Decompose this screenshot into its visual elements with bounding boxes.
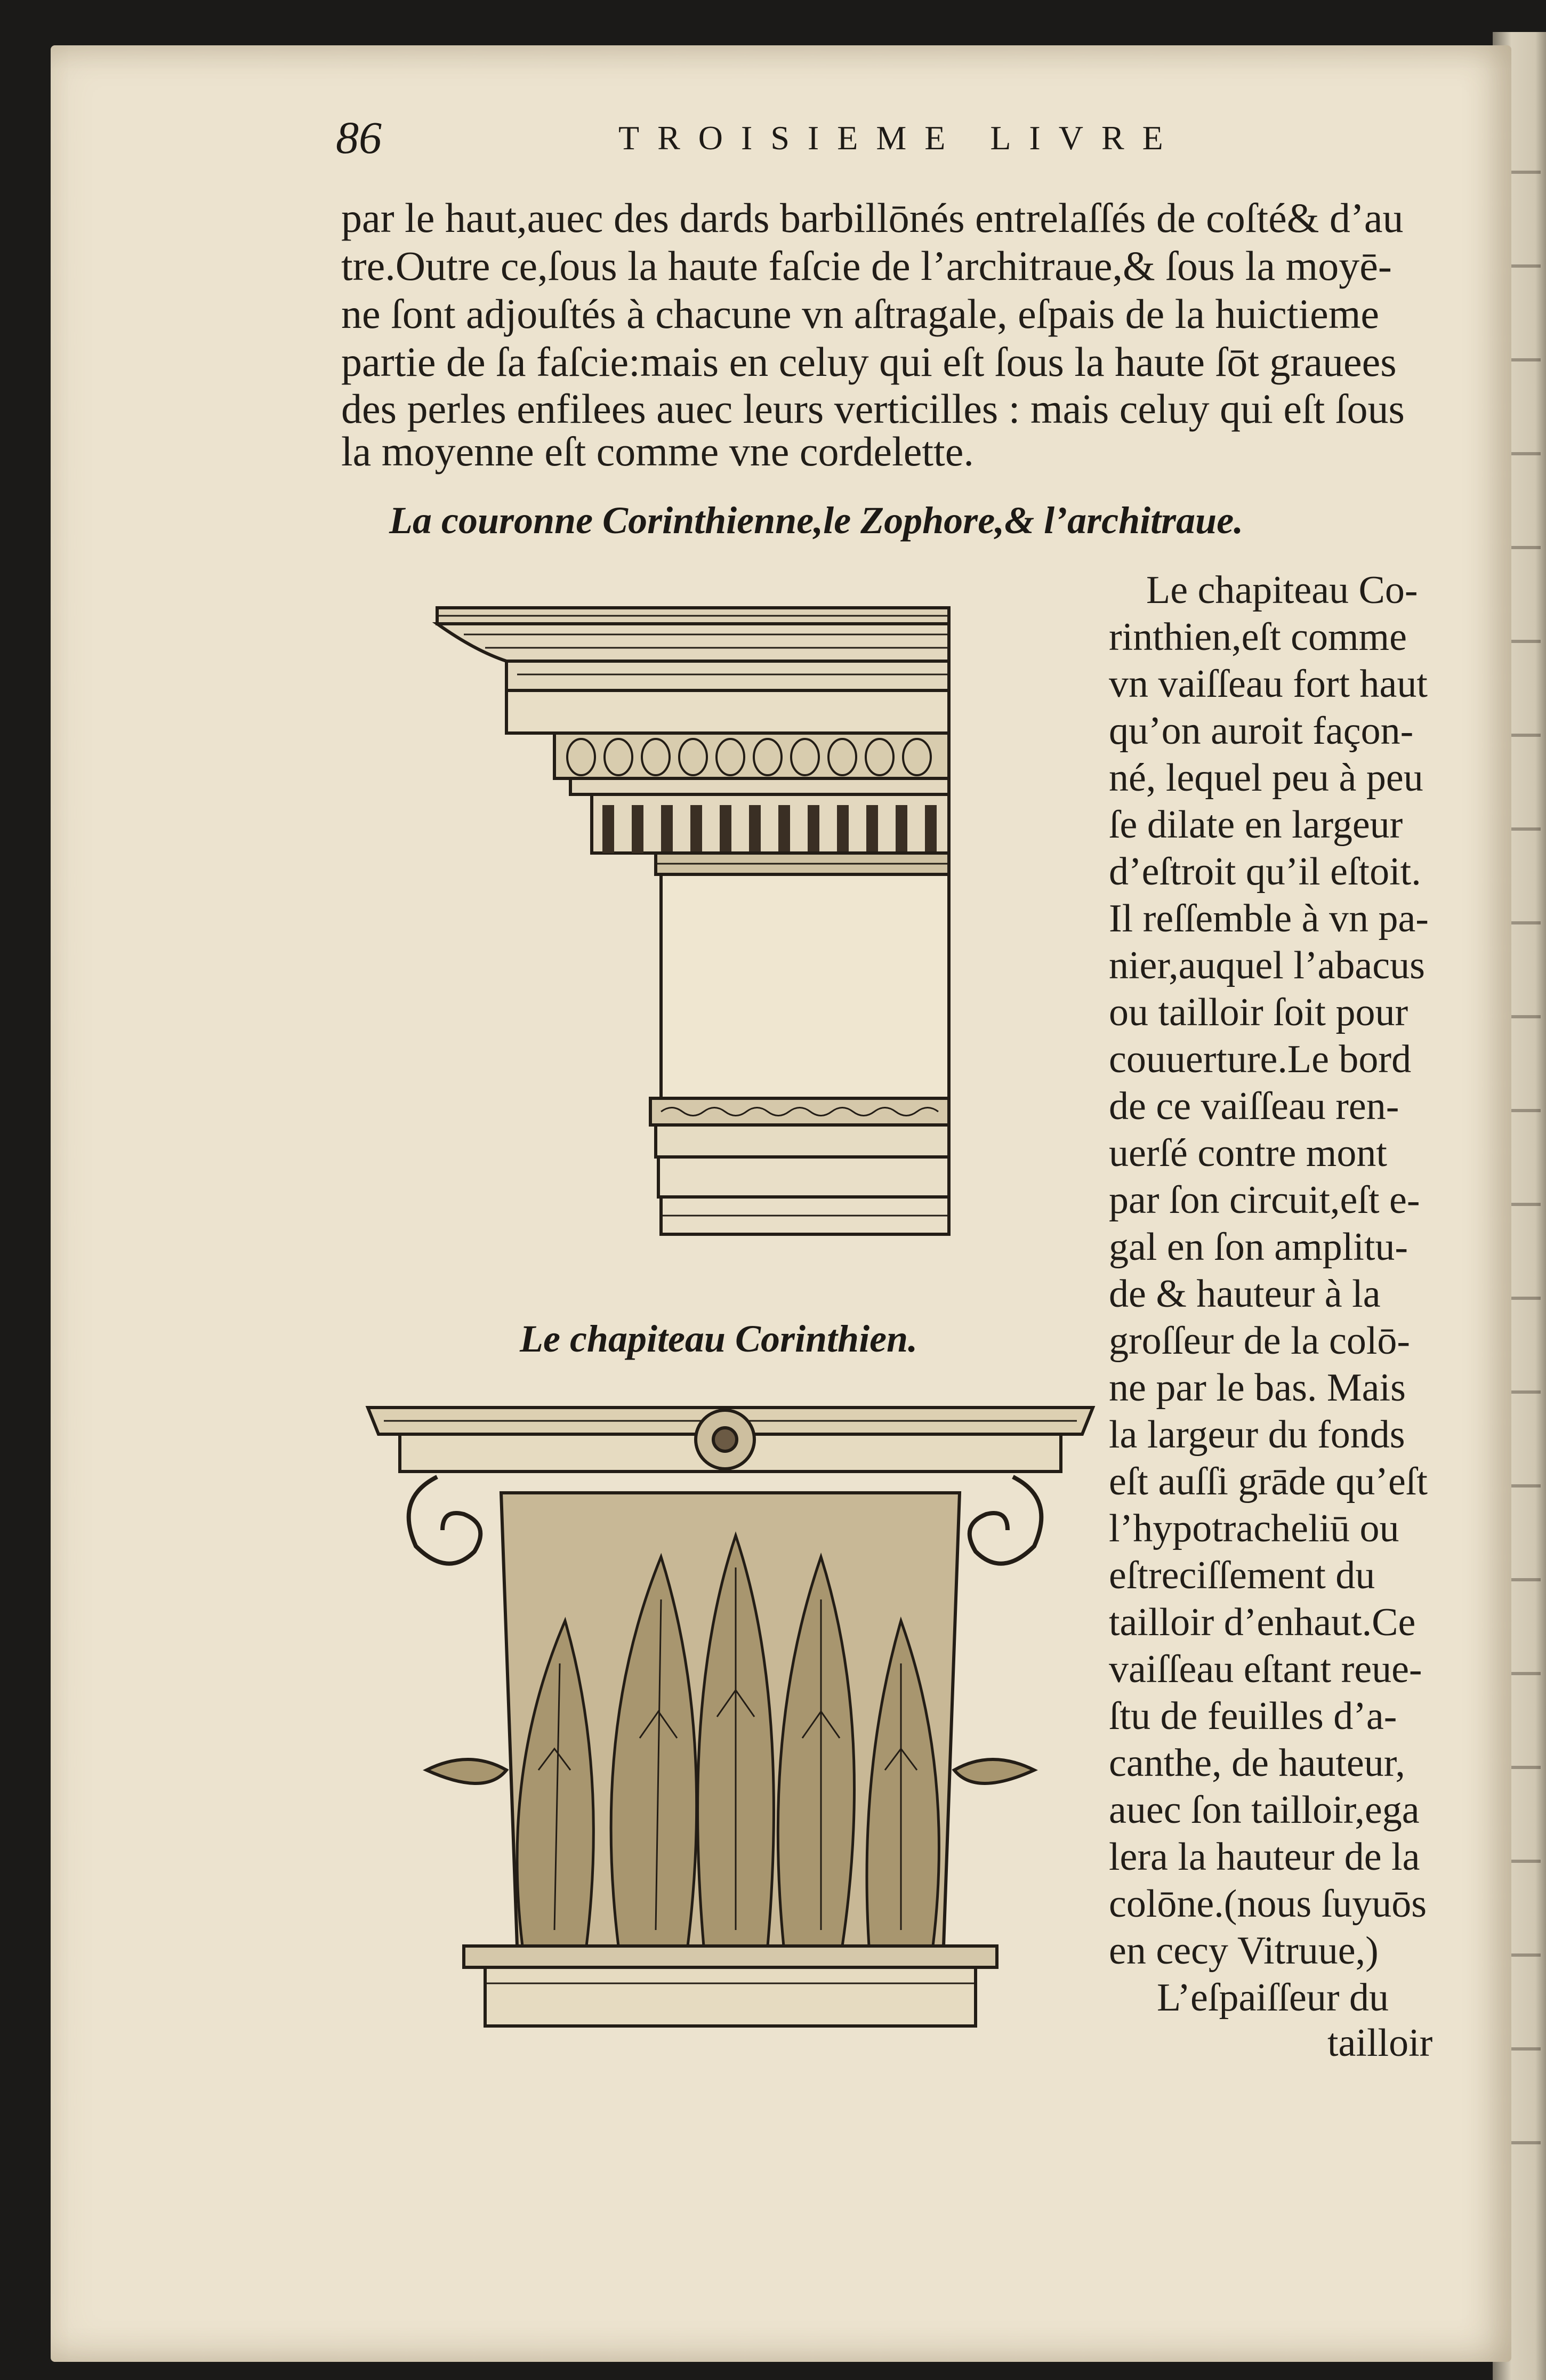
column-line: Il reſſemble à vn pa- — [1109, 897, 1429, 940]
column-line: auec ſon tailloir,ega — [1109, 1788, 1420, 1832]
catchword: tailloir — [1327, 2021, 1433, 2065]
running-head-title: TROISIEME LIVRE — [618, 119, 1181, 157]
entablature-caption: La couronne Corinthienne,le Zophore,& l’architraue. — [389, 499, 1244, 542]
corinthian-capital-woodcut — [363, 1397, 1098, 2037]
paragraph-line: partie de ſa faſcie:mais en celuy qui eſt ſous la haute ſōt grauees — [341, 339, 1397, 385]
column-line: la largeur du fonds — [1109, 1413, 1405, 1457]
column-line: gal en ſon amplitu- — [1109, 1225, 1408, 1269]
paragraph-line: des perles enfilees auec leurs verticilles : mais celuy qui eſt ſous — [341, 385, 1405, 432]
paragraph-line: la moyenne eſt comme vne cordelette. — [341, 428, 974, 475]
column-line: eſtreciſſement du — [1109, 1554, 1375, 1597]
paragraph-line: par le haut,auec des dards barbillōnés entrelaſſés de coſté& d’au — [341, 195, 1404, 241]
entablature-woodcut — [432, 602, 954, 1242]
column-line: canthe, de hauteur, — [1109, 1741, 1405, 1785]
column-line: en cecy Vitruue,) — [1109, 1929, 1379, 1973]
column-line: vn vaiſſeau fort haut — [1109, 662, 1428, 706]
column-line: ne par le bas. Mais — [1109, 1366, 1406, 1410]
page-number: 86 — [336, 112, 382, 163]
column-line: qu’on auroit façon- — [1109, 709, 1414, 753]
column-line: de ce vaiſſeau ren- — [1109, 1084, 1399, 1128]
column-line: d’eſtroit qu’il eſtoit. — [1109, 850, 1421, 894]
column-line: couuerture.Le bord — [1109, 1038, 1412, 1081]
column-line: ou tailloir ſoit pour — [1109, 991, 1408, 1034]
column-line: ſtu de feuilles d’a- — [1109, 1694, 1397, 1738]
column-line: de & hauteur à la — [1109, 1272, 1381, 1316]
column-line: eſt auſſi grāde qu’eſt — [1109, 1460, 1428, 1503]
column-line: nier,auquel l’abacus — [1109, 944, 1425, 987]
column-line: Le chapiteau Co- — [1146, 568, 1418, 612]
column-line: tailloir d’enhaut.Ce — [1109, 1601, 1416, 1644]
column-line: rinthien,eſt comme — [1109, 615, 1407, 659]
column-line: né, lequel peu à peu — [1109, 756, 1423, 800]
column-line: par ſon circuit,eſt e- — [1109, 1178, 1420, 1222]
column-line: colōne.(nous ſuyuōs — [1109, 1882, 1427, 1926]
column-line: ſe dilate en largeur — [1109, 803, 1403, 847]
column-line: groſſeur de la colō- — [1109, 1319, 1411, 1363]
column-line: L’eſpaiſſeur du — [1157, 1976, 1389, 2020]
column-line: uerſé contre mont — [1109, 1131, 1387, 1175]
column-line: l’hypotracheliū ou — [1109, 1507, 1399, 1550]
column-line: lera la hauteur de la — [1109, 1835, 1420, 1879]
capital-caption: Le chapiteau Corinthien. — [520, 1317, 918, 1360]
paragraph-line: tre.Outre ce,ſous la haute faſcie de l’architraue,& ſous la moyē- — [341, 243, 1392, 289]
paragraph-line: ne ſont adjouſtés à chacune vn aſtragale, eſpais de la huictieme — [341, 291, 1380, 337]
column-line: vaiſſeau eſtant reue- — [1109, 1647, 1422, 1691]
